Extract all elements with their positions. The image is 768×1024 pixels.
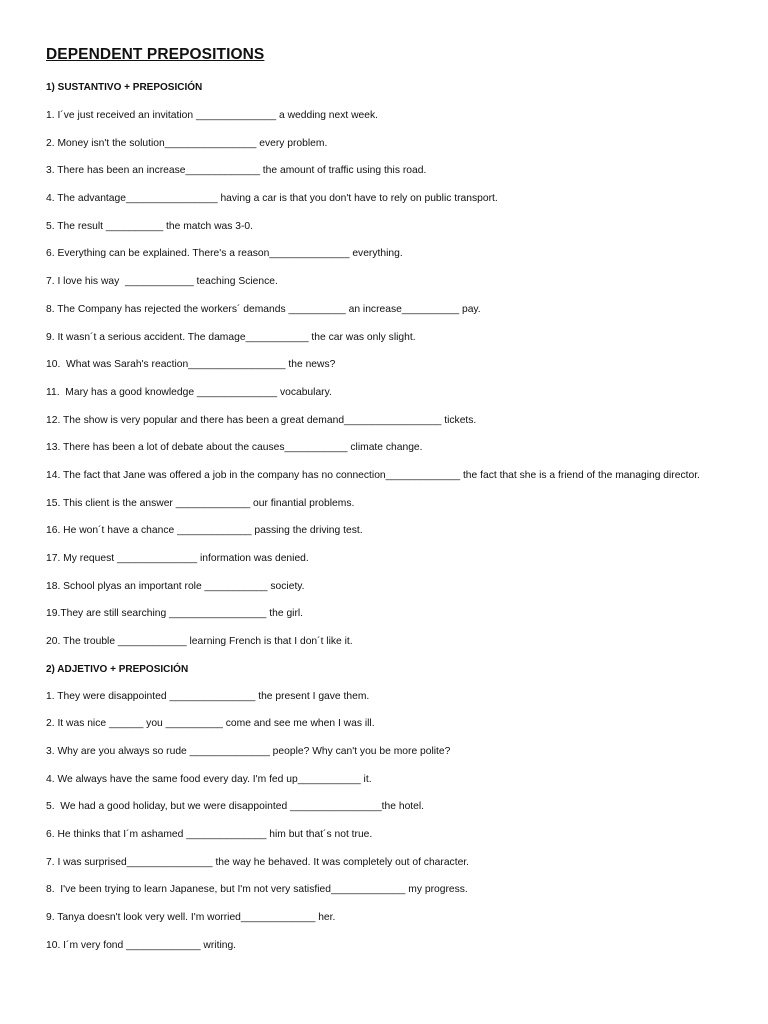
exercise-item: 1. I´ve just received an invitation ______________ a wedding next week. xyxy=(46,110,379,121)
exercise-item: 5. We had a good holiday, but we were disappointed ________________the hotel. xyxy=(46,801,425,813)
exercise-item: 20. The trouble ____________ learning French is that I don´t like it. xyxy=(46,636,353,648)
worksheet-page xyxy=(46,44,726,953)
section-heading: 1) SUSTANTIVO + PREPOSICIÓN xyxy=(46,82,203,93)
exercise-item: 18. School plyas an important role ___________ society. xyxy=(46,580,305,592)
exercise-item: 5. The result __________ the match was 3-0. xyxy=(46,220,254,232)
exercise-list xyxy=(46,108,726,650)
exercise-item: 11. Mary has a good knowledge ______________ vocabulary. xyxy=(46,386,332,398)
exercise-item: 1. They were disappointed _______________ the present I gave them. xyxy=(46,690,370,702)
exercise-item: 6. He thinks that I´m ashamed ______________ him but that´s not true. xyxy=(46,829,373,840)
section-adjective-preposition xyxy=(46,663,726,954)
worksheet-title: DEPENDENT PREPOSITIONS xyxy=(46,46,265,63)
exercise-item: 15. This client is the answer _____________ our finantial problems. xyxy=(46,497,355,509)
exercise-item: 4. We always have the same food every day. I'm fed up___________ it. xyxy=(46,773,372,785)
section-heading: 2) ADJETIVO + PREPOSICIÓN xyxy=(46,663,189,675)
exercise-item: 13. There has been a lot of debate about the causes___________ climate change. xyxy=(46,442,423,454)
exercise-item: 12. The show is very popular and there has been a great demand_________________ tickets. xyxy=(46,414,477,426)
exercise-item: 2. Money isn't the solution________________ every problem. xyxy=(46,137,328,149)
exercise-item: 3. There has been an increase_____________ the amount of traffic using this road. xyxy=(46,165,427,177)
exercise-item: 14. The fact that Jane was offered a job in the company has no connection_____________ the fact that she is a friend of the managing director. xyxy=(46,469,700,481)
exercise-item: 7. I love his way ____________ teaching Science. xyxy=(46,276,278,288)
exercise-item: 8. I've been trying to learn Japanese, but I'm not very satisfied_____________ my progress. xyxy=(46,884,468,896)
exercise-list xyxy=(46,689,726,954)
exercise-item: 7. I was surprised_______________ the way he behaved. It was completely out of character. xyxy=(46,856,470,868)
exercise-item: 9. Tanya doesn't look very well. I'm worried_____________ her. xyxy=(46,912,336,924)
exercise-item: 8. The Company has rejected the workers´ demands __________ an increase__________ pay. xyxy=(46,303,481,315)
section-noun-preposition xyxy=(46,81,726,650)
exercise-item: 10. I´m very fond _____________ writing. xyxy=(46,939,237,951)
exercise-item: 6. Everything can be explained. There's a reason______________ everything. xyxy=(46,248,403,260)
exercise-item: 9. It wasn´t a serious accident. The damage___________ the car was only slight. xyxy=(46,331,416,343)
exercise-item: 3. Why are you always so rude ______________ people? Why can't you be more polite? xyxy=(46,745,451,757)
exercise-item: 4. The advantage________________ having a car is that you don't have to rely on public transport. xyxy=(46,193,498,205)
exercise-item: 2. It was nice ______ you __________ come and see me when I was ill. xyxy=(46,718,375,730)
exercise-item: 10. What was Sarah's reaction_________________ the news? xyxy=(46,359,336,371)
exercise-item: 19.They are still searching _________________ the girl. xyxy=(46,608,304,620)
exercise-item: 17. My request ______________ information was denied. xyxy=(46,553,309,564)
exercise-item: 16. He won´t have a chance _____________ passing the driving test. xyxy=(46,525,363,537)
